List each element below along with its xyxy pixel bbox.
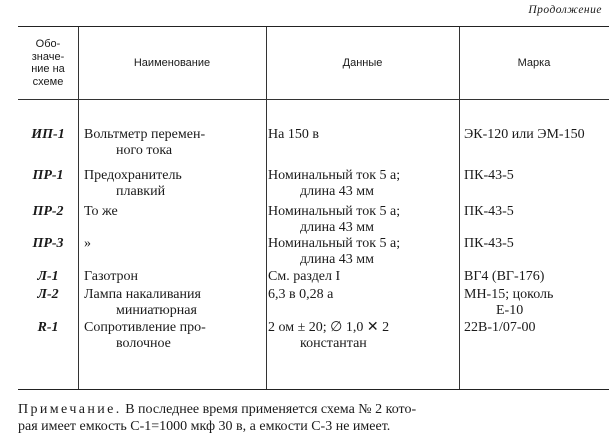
row-data: 6,3 в 0,28 а: [268, 287, 334, 302]
row-name: Газотрон: [84, 269, 139, 284]
row-name: То же: [84, 204, 118, 219]
row-name: Вольтметр перемен- ного тока: [84, 127, 206, 158]
row-name: Предохранитель плавкий: [84, 168, 182, 199]
row-code: ПР-3: [32, 236, 64, 251]
row-code: Л-1: [37, 269, 59, 284]
header-designation: Обо- значе- ние на схеме: [31, 38, 65, 88]
row-code: R-1: [37, 320, 59, 335]
row-data: На 150 в: [268, 127, 319, 142]
row-data: Номинальный ток 5 а; длина 43 мм: [268, 168, 401, 199]
row-brand: ЭК-120 или ЭМ-150: [464, 127, 585, 142]
header-name: Наименование: [133, 56, 211, 69]
continued-label: Продолжение: [528, 4, 602, 16]
row-data: См. раздел I: [268, 269, 341, 284]
header-data: Данные: [342, 56, 383, 69]
note-label: Примечание.: [18, 402, 122, 417]
row-brand: МН-15; цоколь Е-10: [464, 287, 554, 318]
row-name: Сопротивление про- волочное: [84, 320, 206, 351]
row-brand: ПК-43-5: [464, 236, 514, 251]
row-name: Лампа накаливания миниатюрная: [84, 287, 201, 318]
row-code: Л-2: [37, 287, 59, 302]
row-brand: ПК-43-5: [464, 168, 514, 183]
components-table: [18, 26, 609, 390]
header-divider: [18, 99, 609, 100]
footnote: [18, 401, 608, 435]
row-code: ПР-1: [32, 168, 64, 183]
row-brand: ПК-43-5: [464, 204, 514, 219]
row-data: Номинальный ток 5 а; длина 43 мм: [268, 236, 401, 267]
header-brand: Марка: [517, 56, 551, 69]
note-text: В последнее время применяется схема № 2 кото- рая имеет емкость С-1=1000 мкф 30 в, а емкости С-3 не имеет.: [18, 402, 417, 434]
row-data: 2 ом ± 20; ∅ 1,0 ✕ 2 константан: [268, 320, 390, 351]
row-name: »: [84, 236, 91, 251]
row-data: Номинальный ток 5 а; длина 43 мм: [268, 204, 401, 235]
row-brand: ВГ4 (ВГ-176): [464, 269, 545, 284]
row-brand: 22В-1/07-00: [464, 320, 536, 335]
row-code: ПР-2: [32, 204, 64, 219]
row-code: ИП-1: [31, 127, 65, 142]
